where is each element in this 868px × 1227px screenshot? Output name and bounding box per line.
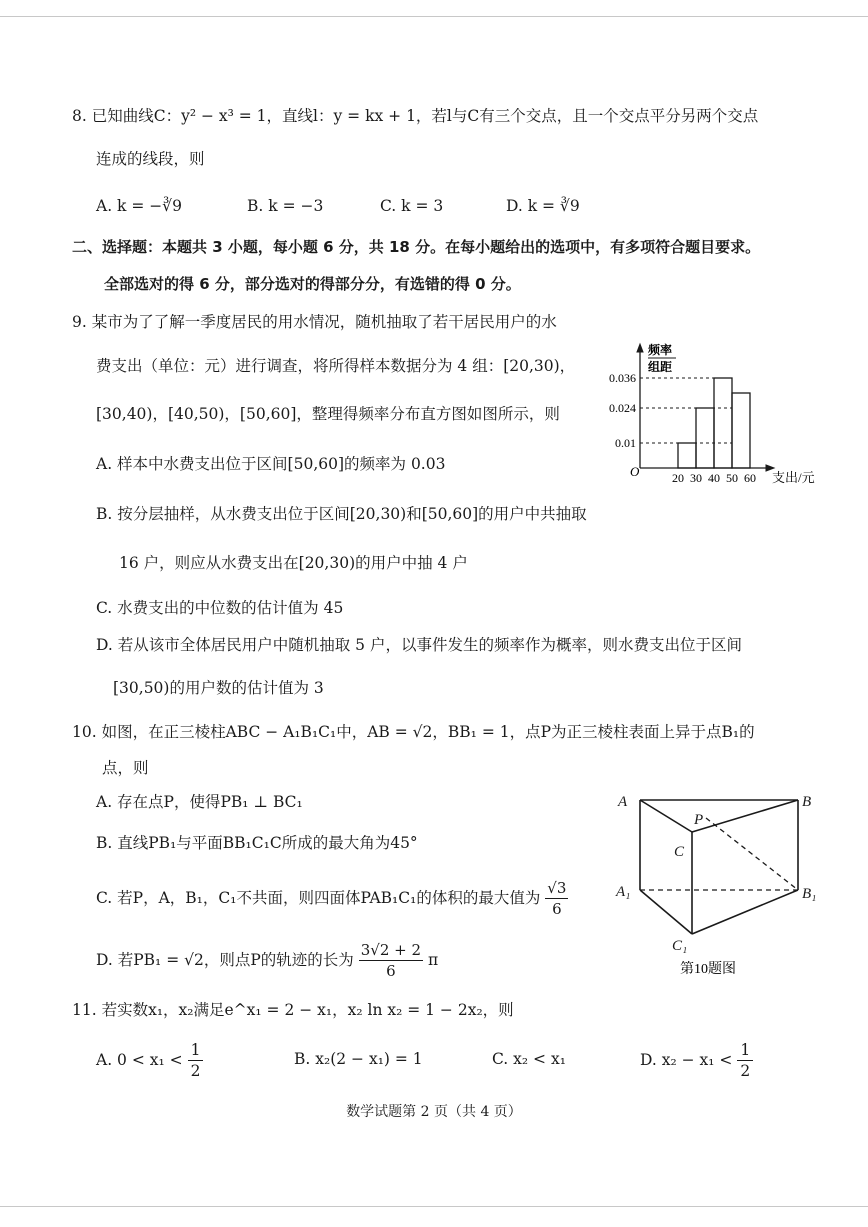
q11-option-a-denominator: 2 bbox=[190, 1061, 201, 1080]
q8-stem-line1: 8. 已知曲线C：y² − x³ = 1，直线l：y = kx + 1，若l与C有三个交点，且一个交点平分另两个交点 bbox=[72, 107, 759, 125]
q9-option-c: C. 水费支出的中位数的估计值为 45 bbox=[96, 599, 344, 617]
histogram-y-tick-label: 0.024 bbox=[609, 401, 636, 415]
q10-option-d-text: D. 若PB₁ = √2，则点P的轨迹的长为 bbox=[96, 951, 354, 969]
q11-option-d-denominator: 2 bbox=[740, 1061, 751, 1080]
q10-option-a: A. 存在点P，使得PB₁ ⊥ BC₁ bbox=[96, 793, 303, 811]
prism-edge-a1c1 bbox=[640, 890, 692, 934]
q11-option-b: B. x₂(2 − x₁) = 1 bbox=[294, 1050, 423, 1068]
q10-option-c-numerator: √3 bbox=[547, 878, 567, 897]
prism-label-c: C bbox=[674, 844, 685, 860]
q10-option-c-text: C. 若P，A，B₁，C₁不共面，则四面体PAB₁C₁的体积的最大值为 bbox=[96, 889, 541, 907]
q10-option-c-denominator: 6 bbox=[552, 899, 562, 918]
prism-edge-cb bbox=[692, 800, 798, 832]
histogram-x-tick-label: 20 bbox=[672, 471, 684, 485]
histogram-bar bbox=[732, 393, 750, 468]
q8-option-c: C. k = 3 bbox=[380, 197, 444, 215]
section2-heading-line1: 二、选择题：本题共 3 小题，每小题 6 分，共 18 分。在每小题给出的选项中，有多项符合题目要求。 bbox=[72, 238, 761, 256]
q8-option-b: B. k = −3 bbox=[247, 197, 324, 215]
section2-heading-line2: 全部选对的得 6 分，部分选对的得部分分，有选错的得 0 分。 bbox=[104, 275, 521, 293]
q10-option-b: B. 直线PB₁与平面BB₁C₁C所成的最大角为45° bbox=[96, 834, 418, 852]
prism-label-b: B bbox=[802, 794, 812, 810]
q10-option-d-numerator: 3√2 + 2 bbox=[360, 940, 422, 959]
frequency-histogram bbox=[600, 340, 830, 490]
histogram-xlabel: 支出/元 bbox=[772, 470, 815, 485]
histogram-x-tick-label: 30 bbox=[690, 471, 702, 485]
q10-option-c-fraction bbox=[545, 878, 568, 919]
q11-option-d-numerator: 1 bbox=[737, 1040, 753, 1061]
histogram-bar bbox=[696, 408, 714, 468]
histogram-ylabel-top: 频率 bbox=[648, 343, 673, 357]
q10-option-c bbox=[96, 874, 568, 920]
q9-option-d-line2: [30,50)的用户数的估计值为 3 bbox=[113, 679, 324, 697]
q8-option-a: A. k = −∛9 bbox=[96, 197, 183, 215]
histogram-x-tick-label: 50 bbox=[726, 471, 738, 485]
histogram-y-tick-label: 0.01 bbox=[615, 436, 636, 450]
q10-option-d-denominator: 6 bbox=[386, 961, 396, 980]
q9-option-a: A. 样本中水费支出位于区间[50,60]的频率为 0.03 bbox=[96, 455, 446, 473]
q11-option-a-fraction bbox=[188, 1040, 204, 1081]
histogram-origin-label: O bbox=[630, 464, 640, 479]
histogram-y-tick-label: 0.036 bbox=[609, 371, 636, 385]
prism-edge-ac bbox=[640, 800, 692, 832]
page-footer: 数学试题第 2 页（共 4 页） bbox=[346, 1104, 522, 1120]
q11-stem: 11. 若实数x₁，x₂满足e^x₁ = 2 − x₁，x₂ ln x₂ = 1 − 2x₂，则 bbox=[72, 1001, 514, 1019]
prism-figure bbox=[608, 788, 838, 978]
prism-figure-caption: 第10题图 bbox=[680, 962, 736, 977]
q11-option-c: C. x₂ < x₁ bbox=[492, 1050, 566, 1068]
bottom-border bbox=[0, 1206, 868, 1207]
top-border bbox=[0, 16, 868, 17]
q11-option-d-text: D. x₂ − x₁ < bbox=[640, 1051, 733, 1069]
q11-option-a bbox=[96, 1036, 203, 1082]
histogram-x-tick-label: 60 bbox=[744, 471, 756, 485]
q9-stem-line3: [30,40)，[40,50)，[50,60]，整理得频率分布直方图如图所示，则 bbox=[96, 405, 560, 423]
prism-edge-c1b1 bbox=[692, 890, 798, 934]
prism-label-p: P bbox=[694, 812, 704, 828]
q11-option-d bbox=[640, 1036, 753, 1082]
q10-stem-line2: 点，则 bbox=[102, 759, 149, 777]
histogram-x-tick-label: 40 bbox=[708, 471, 720, 485]
q9-option-d-line1: D. 若从该市全体居民用户中随机抽取 5 户，以事件发生的频率作为概率，则水费支出位于区间 bbox=[96, 636, 742, 654]
q8-stem-line2: 连成的线段，则 bbox=[96, 150, 205, 168]
prism-label-a1: A₁ bbox=[616, 884, 631, 900]
histogram-bar bbox=[714, 378, 732, 468]
prism-label-b1: B₁ bbox=[802, 886, 817, 902]
histogram-bar bbox=[678, 443, 696, 468]
q9-stem-line2: 费支出（单位：元）进行调查，将所得样本数据分为 4 组：[20,30)， bbox=[96, 357, 576, 375]
q9-option-b-line1: B. 按分层抽样，从水费支出位于区间[20,30)和[50,60]的用户中共抽取 bbox=[96, 505, 587, 523]
histogram-ylabel-bottom: 组距 bbox=[648, 360, 673, 374]
q10-option-d bbox=[96, 936, 438, 982]
q10-stem-line1: 10. 如图，在正三棱柱ABC − A₁B₁C₁中，AB = √2，BB₁ = 1，点P为正三棱柱表面上异于点B₁的 bbox=[72, 723, 755, 741]
q11-option-a-text: A. 0 < x₁ < bbox=[96, 1051, 183, 1069]
q9-stem-line1: 9. 某市为了了解一季度居民的用水情况，随机抽取了若干居民用户的水 bbox=[72, 313, 557, 331]
prism-segment-pb1 bbox=[706, 818, 798, 890]
q9-option-b-line2: 16 户，则应从水费支出在[20,30)的用户中抽 4 户 bbox=[119, 554, 468, 572]
prism-label-c1: C₁ bbox=[672, 938, 688, 954]
q10-option-d-fraction bbox=[359, 940, 423, 981]
q11-option-d-fraction bbox=[737, 1040, 753, 1081]
q11-option-a-numerator: 1 bbox=[188, 1040, 204, 1061]
prism-label-a: A bbox=[618, 794, 628, 810]
q10-option-d-pi: π bbox=[427, 951, 439, 969]
q8-option-d: D. k = ∛9 bbox=[506, 197, 580, 215]
histogram-y-arrow bbox=[637, 344, 643, 352]
